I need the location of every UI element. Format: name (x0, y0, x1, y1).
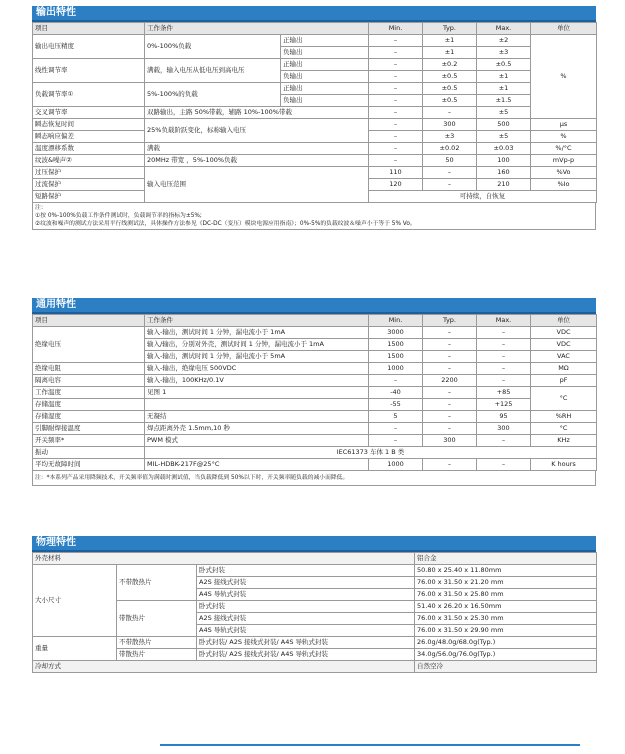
unit: MΩ (531, 363, 597, 375)
sub: 负输出 (281, 95, 369, 107)
max: ±2 (477, 35, 531, 47)
min: 5 (369, 411, 423, 423)
condition: 输入-输出，绝缘电压 500VDC (145, 363, 369, 375)
dimension: 51.40 x 26.20 x 16.50mm (415, 601, 597, 613)
unit: %RH (531, 411, 597, 423)
col-header: Typ. (423, 315, 477, 327)
max: – (477, 351, 531, 363)
item: 瞬态响应偏差 (33, 131, 145, 143)
typ: ±0.5 (423, 71, 477, 83)
min: -40 (369, 387, 423, 399)
min: 1000 (369, 363, 423, 375)
output-section (32, 6, 596, 230)
condition: 25%负载阶跃变化，标称输入电压 (145, 119, 369, 143)
col-header: Typ. (423, 23, 477, 35)
typ: ±1 (423, 47, 477, 59)
typ: – (423, 399, 477, 411)
general-table (32, 314, 597, 471)
cooling-label: 冷却方式 (33, 661, 415, 673)
unit: VAC (531, 351, 597, 363)
cooling-value: 自然空冷 (415, 661, 597, 673)
sub: 负输出 (281, 71, 369, 83)
output-notes (32, 203, 596, 230)
min: – (369, 47, 423, 59)
item: 线性调节率 (33, 59, 145, 83)
note-line: ②纹波和噪声的测试方法采用平行线测试法，具体操作方法参见《DC-DC（变压）模块电源应用指南》；0%-5%的负载纹波＆噪声小于等于 5% Vo。 (35, 221, 416, 227)
weight-type: 带散热片 (117, 649, 197, 661)
max: 95 (477, 411, 531, 423)
max: ±0.03 (477, 143, 531, 155)
shell-label: 外壳材料 (33, 553, 415, 565)
max: ±0.5 (477, 59, 531, 71)
max: 210 (477, 179, 531, 191)
sub: 正输出 (281, 35, 369, 47)
general-title: 通用特性 (36, 299, 76, 310)
max: – (477, 435, 531, 447)
typ: ±0.5 (423, 83, 477, 95)
typ: – (423, 167, 477, 179)
item: 温度漂移系数 (33, 143, 145, 155)
weight-type: 不带散热片 (117, 637, 197, 649)
condition: PWM 模式 (145, 435, 369, 447)
max: – (477, 327, 531, 339)
min: 1000 (369, 459, 423, 471)
weight-label: 重量 (33, 637, 117, 661)
typ: – (423, 351, 477, 363)
min: – (369, 35, 423, 47)
condition: 输入/输出，分别对外壳，测试时间 1 分钟，漏电流小于 1mA (145, 339, 369, 351)
general-section (32, 298, 596, 486)
output-table (32, 22, 597, 203)
package: 卧式封装/ A2S 接线式封装/ A4S 导轨式封装 (197, 637, 415, 649)
condition: 20MHz 带宽 ，5%-100%负载 (145, 155, 369, 167)
max: ±3 (477, 47, 531, 59)
item: 存储温度 (33, 399, 145, 411)
condition: 0%-100%负载 (145, 35, 281, 59)
min: – (369, 143, 423, 155)
general-note: 注：*本系列产品采用降频技术，开关频率值为满载时测试值，当负载降低到 50%以下时，开关频率随负载的减小而降低。 (32, 471, 596, 486)
item: 平均无故障时间 (33, 459, 145, 471)
min: – (369, 71, 423, 83)
min: 1500 (369, 339, 423, 351)
max: +125 (477, 399, 531, 411)
condition: 输入-输出，测试时间 1 分钟，漏电流小于 1mA (145, 327, 369, 339)
output-title-bar (32, 6, 596, 22)
condition: 5%-100%的负载 (145, 83, 281, 107)
condition: 输入-输出，测试时间 1 分钟，漏电流小于 5mA (145, 351, 369, 363)
dimension: 50.80 x 25.40 x 11.80mm (415, 565, 597, 577)
package: A4S 导轨式封装 (197, 625, 415, 637)
unit: % (531, 131, 597, 143)
item: 瞬态恢复时间 (33, 119, 145, 131)
typ: – (423, 327, 477, 339)
col-header: Min. (369, 315, 423, 327)
physical-title-bar (32, 536, 596, 552)
col-header: 项目 (33, 23, 145, 35)
physical-title: 物理特性 (36, 537, 76, 548)
min: – (369, 423, 423, 435)
sub: 正输出 (281, 83, 369, 95)
unit: mVp-p (531, 155, 597, 167)
min: – (369, 119, 423, 131)
package: 卧式封装 (197, 601, 415, 613)
package: A4S 导轨式封装 (197, 589, 415, 601)
item: 过压保护 (33, 167, 145, 179)
value: IEC61373 车体 1 B 类 (145, 447, 597, 459)
sub: 正输出 (281, 59, 369, 71)
min: – (369, 83, 423, 95)
condition: 满载，输入电压从低电压到高电压 (145, 59, 281, 83)
max: – (477, 459, 531, 471)
item: 工作温度 (33, 387, 145, 399)
typ: 300 (423, 119, 477, 131)
max: 160 (477, 167, 531, 179)
unit: %Io (531, 179, 597, 191)
min: 1500 (369, 351, 423, 363)
typ: ±0.5 (423, 95, 477, 107)
typ: – (423, 339, 477, 351)
typ: 300 (423, 435, 477, 447)
condition: 见图 1 (145, 387, 369, 399)
min: – (369, 375, 423, 387)
max: ±5 (477, 131, 531, 143)
with-heatsink-label: 带散热片 (117, 601, 197, 637)
typ: ±0.2 (423, 59, 477, 71)
unit: VDC (531, 339, 597, 351)
min: – (369, 435, 423, 447)
col-header: 单位 (531, 23, 597, 35)
condition: 输入-输出，100KHz/0.1V (145, 375, 369, 387)
item: 开关频率* (33, 435, 145, 447)
min: – (369, 131, 423, 143)
max: 100 (477, 155, 531, 167)
col-header: Max. (477, 23, 531, 35)
item: 短路保护 (33, 191, 145, 203)
physical-table (32, 552, 597, 673)
max: ±1 (477, 71, 531, 83)
typ: – (423, 387, 477, 399)
item: 负载调节率① (33, 83, 145, 107)
typ: ±1 (423, 35, 477, 47)
typ: – (423, 107, 477, 119)
item: 绝缘电阻 (33, 363, 145, 375)
item: 隔离电容 (33, 375, 145, 387)
package: A2S 接线式封装 (197, 577, 415, 589)
col-header: Max. (477, 315, 531, 327)
weight-value: 34.0g/56.0g/76.0g(Typ.) (415, 649, 597, 661)
package: 卧式封装/ A2S 接线式封装/ A4S 导轨式封装 (197, 649, 415, 661)
col-header: 单位 (531, 315, 597, 327)
unit: % (531, 35, 597, 119)
item: 过流保护 (33, 179, 145, 191)
unit: %/°C (531, 143, 597, 155)
item: 振动 (33, 447, 145, 459)
min: 120 (369, 179, 423, 191)
physical-section (32, 536, 596, 673)
unit: μs (531, 119, 597, 131)
shell-value: 铝合金 (415, 553, 597, 565)
typ: – (423, 423, 477, 435)
condition (145, 399, 369, 411)
typ: – (423, 411, 477, 423)
unit: VDC (531, 327, 597, 339)
typ: ±3 (423, 131, 477, 143)
size-label: 大小尺寸 (33, 565, 117, 637)
condition: MIL-HDBK-217F@25°C (145, 459, 369, 471)
condition: 焊点距离外壳 1.5mm,10 秒 (145, 423, 369, 435)
unit: K hours (531, 459, 597, 471)
package: A2S 接线式封装 (197, 613, 415, 625)
min: -55 (369, 399, 423, 411)
typ: ±0.02 (423, 143, 477, 155)
col-header: Min. (369, 23, 423, 35)
bottom-rule (160, 744, 580, 746)
item: 存储湿度 (33, 411, 145, 423)
max: 300 (477, 423, 531, 435)
typ: 2200 (423, 375, 477, 387)
min: – (369, 107, 423, 119)
col-header: 工作条件 (145, 23, 369, 35)
unit: KHz (531, 435, 597, 447)
output-title: 输出特性 (36, 7, 76, 18)
condition: 满载 (145, 143, 369, 155)
dimension: 76.00 x 31.50 x 25.80 mm (415, 589, 597, 601)
item: 引脚耐焊接温度 (33, 423, 145, 435)
min: – (369, 59, 423, 71)
general-title-bar (32, 298, 596, 314)
min: – (369, 155, 423, 167)
max: 500 (477, 119, 531, 131)
max: ±5 (477, 107, 531, 119)
dimension: 76.00 x 31.50 x 25.30 mm (415, 613, 597, 625)
note-line: 注： (35, 205, 47, 211)
max: ±1.5 (477, 95, 531, 107)
col-header: 项目 (33, 315, 145, 327)
max: – (477, 339, 531, 351)
sub: 负输出 (281, 47, 369, 59)
max: +85 (477, 387, 531, 399)
typ: – (423, 179, 477, 191)
value: 可持续，自恢复 (369, 191, 597, 203)
unit: °C (531, 387, 597, 411)
min: 110 (369, 167, 423, 179)
package: 卧式封装 (197, 565, 415, 577)
max: – (477, 363, 531, 375)
unit: %Vo (531, 167, 597, 179)
typ: – (423, 363, 477, 375)
condition: 无凝结 (145, 411, 369, 423)
condition: 输入电压范围 (145, 167, 369, 203)
item: 纹波&噪声② (33, 155, 145, 167)
min: – (369, 95, 423, 107)
unit: pF (531, 375, 597, 387)
max: ±1 (477, 83, 531, 95)
typ: 50 (423, 155, 477, 167)
dimension: 76.00 x 31.50 x 21.20 mm (415, 577, 597, 589)
dimension: 76.00 x 31.50 x 29.90 mm (415, 625, 597, 637)
col-header: 工作条件 (145, 315, 369, 327)
condition: 双路输出，主路 50%带载，辅路 10%-100%带载 (145, 107, 369, 119)
note-line: ①按 0%-100%负载工作条件测试时，负载调节率的指标为±5%; (35, 213, 202, 219)
typ: – (423, 459, 477, 471)
item: 输出电压精度 (33, 35, 145, 59)
unit: °C (531, 423, 597, 435)
min: 3000 (369, 327, 423, 339)
weight-value: 26.0g/48.0g/68.0g(Typ.) (415, 637, 597, 649)
item: 绝缘电压 (33, 327, 145, 363)
item: 交叉调节率 (33, 107, 145, 119)
no-heatsink-label: 不带散热片 (117, 565, 197, 601)
max: – (477, 375, 531, 387)
